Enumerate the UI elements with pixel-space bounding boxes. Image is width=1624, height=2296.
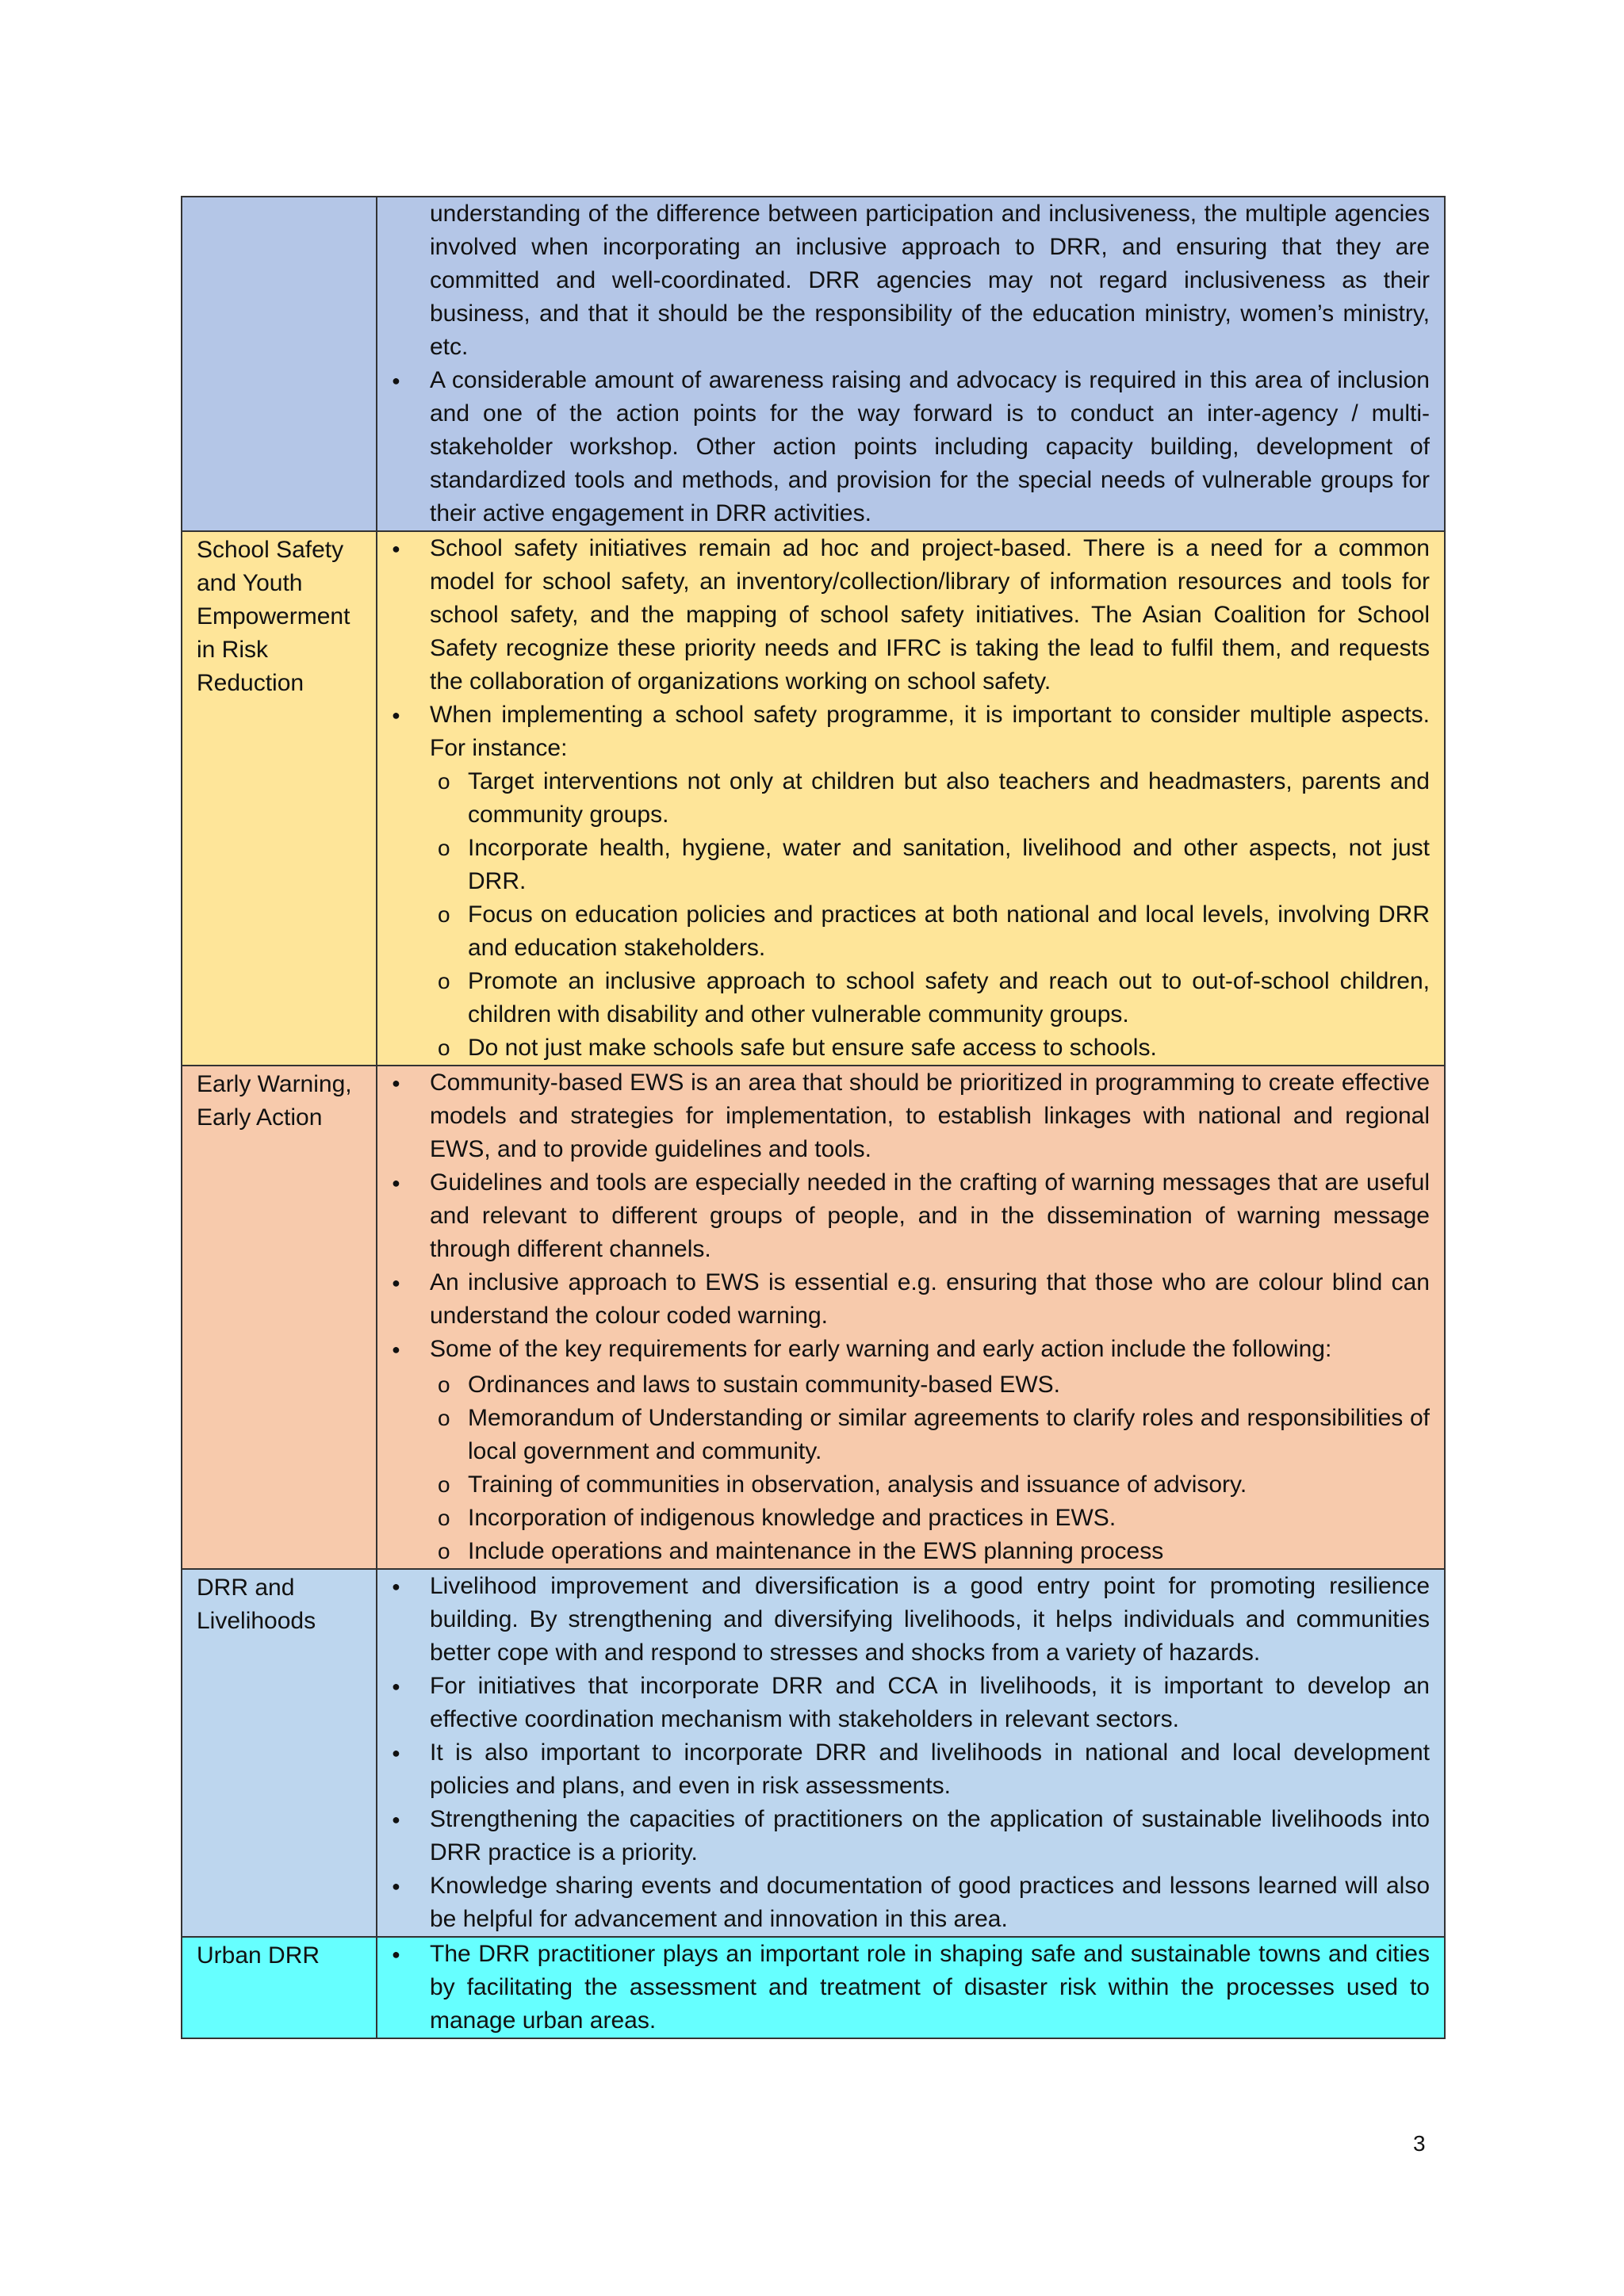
- row-label: Early Warning, Early Action: [182, 1066, 377, 1569]
- findings-table: [181, 196, 1446, 2039]
- bullet-icon: [387, 1066, 430, 1166]
- list-item: ● Community-based EWS is an area that should be prioritized in programming to create effective models and strategies for implementation, to establish linkages with national and regional EWS, and to provide guidelines and tools.: [387, 1066, 1430, 1166]
- sub-list-item: o Incorporate health, hygiene, water and sanitation, livelihood and other aspects, not just DRR.: [387, 832, 1430, 898]
- bullet-icon: [387, 1333, 430, 1368]
- list-item: ● It is also important to incorporate DRR and livelihoods in national and local development policies and plans, and even in risk assessments.: [387, 1736, 1430, 1803]
- bullet-icon: [387, 1869, 430, 1936]
- sub-list-item: o Memorandum of Understanding or similar agreements to clarify roles and responsibilities of local government and community.: [387, 1402, 1430, 1468]
- list-item: ● The DRR practitioner plays an important role in shaping safe and sustainable towns and cities by facilitating the assessment and treatment of disaster risk within the processes used to manage urban areas.: [387, 1938, 1430, 2038]
- row-school-safety: [182, 531, 1445, 1066]
- sub-list-item: o Incorporation of indigenous knowledge and practices in EWS.: [387, 1502, 1430, 1535]
- bullet-icon: [387, 1570, 430, 1670]
- list-item: ● School safety initiatives remain ad hoc and project-based. There is a need for a common model for school safety, an inventory/collection/library of information resources and tools for school safety, and the mapping of school safety initiatives. The Asian Coalition for School Safety recognize these priority needs and IFRC is taking the lead to fulfil them, and requests the collaboration of organizations working on school safety.: [387, 532, 1430, 698]
- row-content: [377, 197, 1445, 531]
- sub-list-item: o Include operations and maintenance in the EWS planning process: [387, 1535, 1430, 1568]
- list-item: ● A considerable amount of awareness raising and advocacy is required in this area of inclusion and one of the action points for the way forward is to conduct an inter-agency / multi-stakeholder workshop. Other action points including capacity building, development of standardized tools and methods, and provision for the special needs of vulnerable groups for their active engagement in DRR activities.: [387, 364, 1430, 530]
- row-content: [377, 531, 1445, 1066]
- sub-list-item: o Promote an inclusive approach to school safety and reach out to out-of-school children, children with disability and other vulnerable community groups.: [387, 965, 1430, 1031]
- bullet-icon: [387, 1736, 430, 1803]
- list-item: ● Some of the key requirements for early warning and early action include the following:: [387, 1333, 1430, 1368]
- bullet-icon: [387, 1803, 430, 1869]
- row-label: School Safety and Youth Empowerment in Risk Reduction: [182, 531, 377, 1066]
- bullet-icon: [387, 1938, 430, 2038]
- row-label: [182, 197, 377, 531]
- row-inclusiveness: [182, 197, 1445, 531]
- list-item: ● An inclusive approach to EWS is essential e.g. ensuring that those who are colour blind can understand the colour coded warning.: [387, 1266, 1430, 1333]
- row-early-warning: [182, 1066, 1445, 1569]
- sub-list-item: o Training of communities in observation, analysis and issuance of advisory.: [387, 1468, 1430, 1502]
- circle-bullet-icon: o: [438, 1035, 450, 1060]
- circle-bullet-icon: o: [438, 1406, 450, 1430]
- row-content: [377, 1066, 1445, 1569]
- row-urban-drr: [182, 1937, 1445, 2038]
- sub-list-item: o Ordinances and laws to sustain community-based EWS.: [387, 1368, 1430, 1402]
- row-label: Urban DRR: [182, 1937, 377, 2038]
- list-item: ● Guidelines and tools are especially needed in the crafting of warning messages that are useful and relevant to different groups of people, and in the dissemination of warning message through different channels.: [387, 1166, 1430, 1266]
- row-content: [377, 1937, 1445, 2038]
- circle-bullet-icon: o: [438, 1539, 450, 1563]
- list-item: ● Strengthening the capacities of practitioners on the application of sustainable livelihoods into DRR practice is a priority.: [387, 1803, 1430, 1869]
- circle-bullet-icon: o: [438, 836, 450, 860]
- circle-bullet-icon: o: [438, 1506, 450, 1530]
- row-livelihoods: [182, 1569, 1445, 1937]
- circle-bullet-icon: o: [438, 902, 450, 927]
- list-item: ● When implementing a school safety programme, it is important to consider multiple aspects. For instance:: [387, 698, 1430, 765]
- sub-list-item: o Do not just make schools safe but ensure safe access to schools.: [387, 1031, 1430, 1065]
- circle-bullet-icon: o: [438, 769, 450, 794]
- bullet-icon: [387, 1670, 430, 1736]
- sub-list-item: o Focus on education policies and practices at both national and local levels, involving DRR and education stakeholders.: [387, 898, 1430, 965]
- bullet-icon: [387, 698, 430, 765]
- list-item: understanding of the difference between participation and inclusiveness, the multiple agencies involved when incorporating an inclusive approach to DRR, and ensuring that they are committed and well-coordinated. DRR agencies may not regard inclusiveness as their business, and that it should be the responsibility of the education ministry, women’s ministry, etc.: [430, 201, 1430, 360]
- list-item: ● Livelihood improvement and diversification is a good entry point for promoting resilience building. By strengthening and diversifying livelihoods, it helps individuals and communities better cope with and respond to stresses and shocks from a variety of hazards.: [387, 1570, 1430, 1670]
- bullet-icon: [387, 1266, 430, 1333]
- sub-list-item: o Target interventions not only at children but also teachers and headmasters, parents and community groups.: [387, 765, 1430, 832]
- circle-bullet-icon: o: [438, 1372, 450, 1397]
- circle-bullet-icon: o: [438, 969, 450, 993]
- list-item: ● For initiatives that incorporate DRR and CCA in livelihoods, it is important to develop an effective coordination mechanism with stakeholders in relevant sectors.: [387, 1670, 1430, 1736]
- circle-bullet-icon: o: [438, 1472, 450, 1497]
- row-label: DRR and Livelihoods: [182, 1569, 377, 1937]
- bullet-icon: [387, 364, 430, 530]
- row-content: [377, 1569, 1445, 1937]
- bullet-icon: [387, 532, 430, 698]
- page-number: 3: [1413, 2131, 1426, 2156]
- list-item: ● Knowledge sharing events and documentation of good practices and lessons learned will also be helpful for advancement and innovation in this area.: [387, 1869, 1430, 1936]
- bullet-icon: [387, 1166, 430, 1266]
